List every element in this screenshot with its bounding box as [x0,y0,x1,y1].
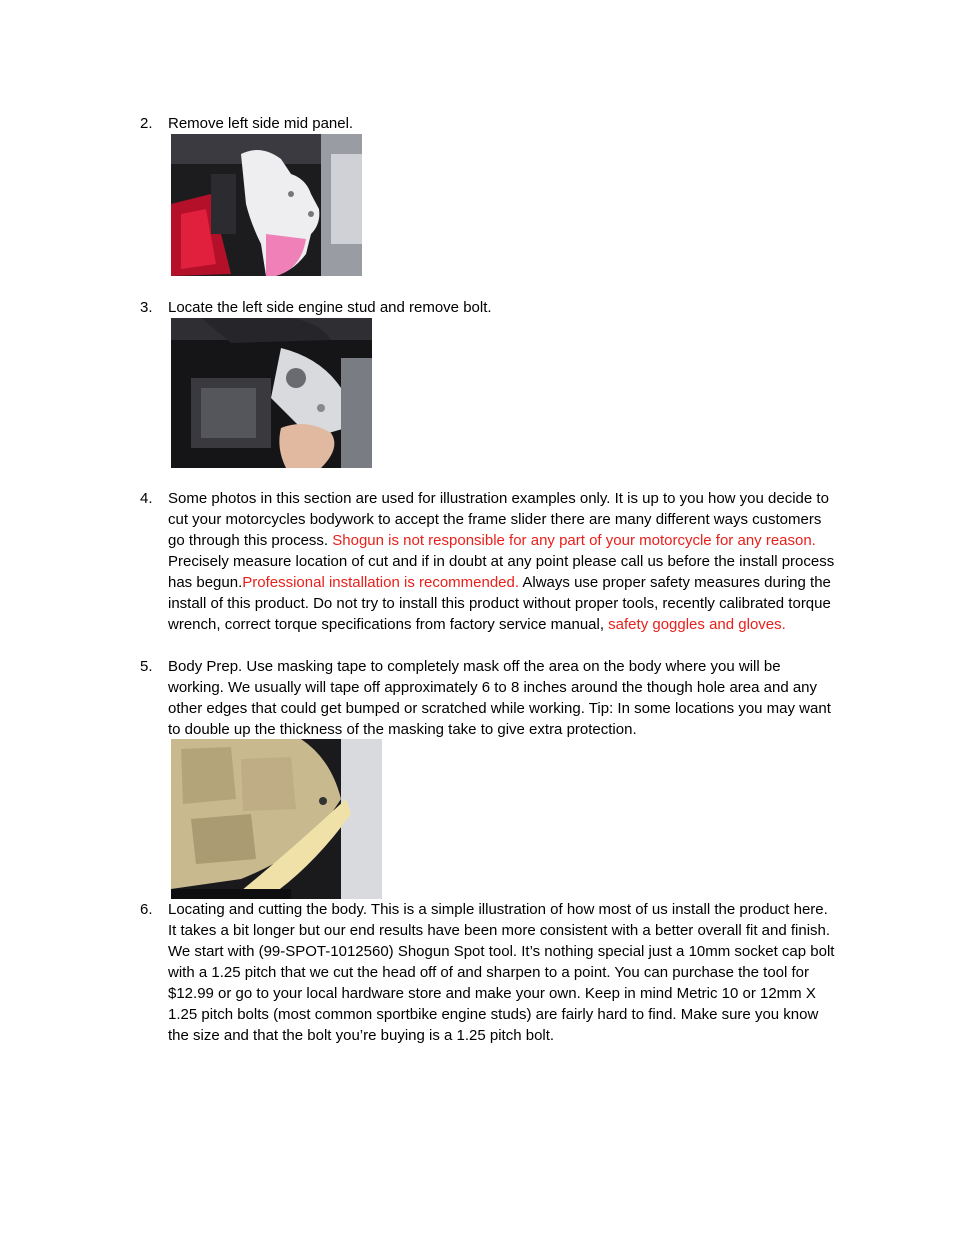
step-text: Locating and cutting the body. This is a simple illustration of how most of us install the product here. It takes a bit longer but our end results have been more consistent with a better overall fit and finish. We start with (99-SPOT-1012560) Shogun Spot tool. It’s nothing special just a 10mm socket cap bolt with a 1.25 pitch that we cut the head off of and sharpen to a point. You can purchase the tool for $12.99 or go to your local hardware store and make your own. Keep in mind Metric 10 or 12mm X 1.25 pitch bolts (most common sportbike engine studs) are fairly hard to find. Make sure you know the size and that the bolt you’re buying is a 1.25 pitch bolt. [168,901,835,1044]
step-number: 6. [140,901,153,918]
photo-mid-panel [170,133,363,277]
step-number: 4. [140,490,153,507]
step-text: Locate the left side engine stud and remove bolt. [168,299,492,316]
step-text [168,488,840,635]
text-segment: Some photos in this section are used for illustration examples only. It is up to you how you decide to cut your motorcycles bodywork to accept the frame slider there are many different ways customers go through this process. [168,490,829,549]
safety-gear-warning: safety goggles and gloves. [608,616,786,633]
professional-install-warning: Professional installation is recommended. [242,574,520,591]
step-number: 3. [140,299,153,316]
photo-engine-stud [170,317,373,469]
text-segment: Always use proper safety measures during the install of this product. Do not try to install this product without proper tools, recently calibrated torque wrench, correct torque specifications from factory service manual, [168,574,831,633]
step-number: 2. [140,115,153,132]
step-text: Body Prep. Use masking tape to completely mask off the area on the body where you will be working. We usually will tape off approximately 6 to 8 inches around the though hole area and any other edges that could get bumped or scratched while working. Tip: In some locations you may want to double up the thickness of the masking take to give extra protection. [168,658,831,738]
step-text: Remove left side mid panel. [168,115,354,132]
step-number: 5. [140,658,153,675]
photo-masking-tape [170,738,383,900]
text-segment: Precisely measure location of cut and if in doubt at any point please call us before the install process has begun. [168,553,835,591]
liability-warning: Shogun is not responsible for any part of your motorcycle for any reason. [332,532,816,549]
